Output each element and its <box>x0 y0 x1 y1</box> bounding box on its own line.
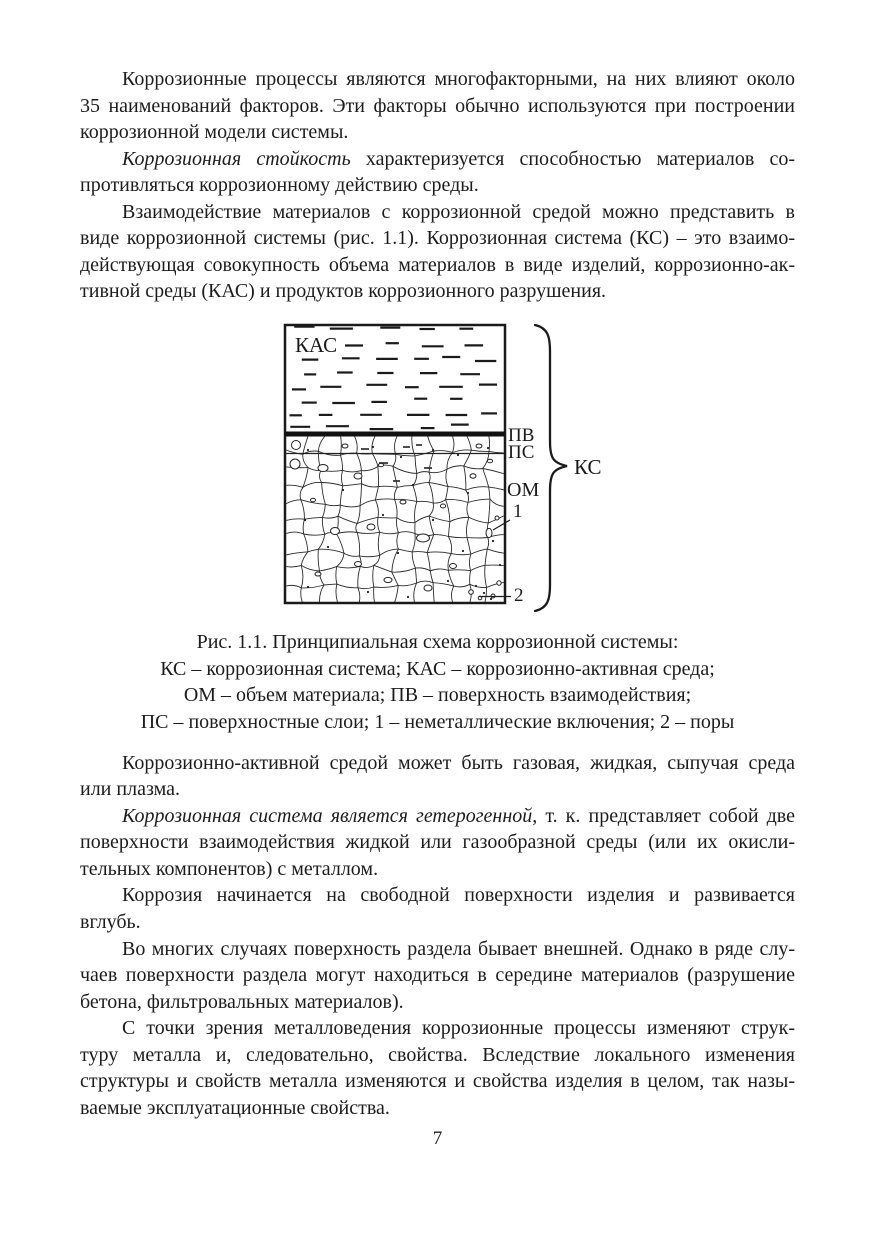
paragraph <box>80 146 795 199</box>
label-ps: ПС <box>508 441 535 463</box>
figure-corrosion-system <box>80 315 795 620</box>
text-line: виде коррозионной системы (рис. 1.1). Коррозионная система (КС) – это взаимо- <box>80 227 795 250</box>
text-line: С точки зрения металловедения коррозионные процессы изменяют струк- <box>122 1017 795 1040</box>
text-line: туру металла и, следовательно, свойства. Вследствие локального изменения <box>80 1043 795 1066</box>
label-pv: ПВ <box>508 424 535 446</box>
text-line: 35 наименований факторов. Эти факторы обычно используются при построении <box>80 94 795 117</box>
text-line: Коррозионная стойкость характеризуется способностью материалов со- <box>122 147 795 170</box>
caption-line: ПС – поверхностные слои; 1 – неметаллические включения; 2 – поры <box>140 711 735 734</box>
label-inclusion-1: 1 <box>513 500 523 522</box>
paragraph <box>80 882 795 935</box>
inclusion-pointer-line <box>493 520 510 530</box>
system-brace <box>535 325 567 611</box>
text-line: чаев поверхности раздела могут находиться в середине материалов (разрушение <box>80 964 795 987</box>
text-line: действующая совокупность объема материалов в виде изделий, коррозионно-ак- <box>80 253 795 276</box>
caption-line: Рис. 1.1. Принципиальная схема коррозионной системы: <box>196 630 679 653</box>
label-kas: КАС <box>295 332 338 357</box>
paragraph <box>80 750 795 803</box>
text-line: Во многих случаях поверхность раздела бывает внешней. Однако в ряде слу- <box>122 937 795 960</box>
page-number: 7 <box>432 1128 443 1149</box>
page-content <box>80 66 795 1121</box>
text-line: бетона, фильтровальных материалов). <box>80 990 404 1013</box>
text-line: ваемые эксплуатационные свойства. <box>80 1096 390 1119</box>
grain-structure-pattern <box>286 436 504 602</box>
text-line: противляться коррозионному действию среды. <box>80 174 479 197</box>
text-line: вглубь. <box>80 911 141 934</box>
label-ks: КС <box>574 454 602 479</box>
paragraph <box>80 66 795 146</box>
text-line: структуры и свойств металла изменяются и свойства изделия в целом, так назы- <box>80 1070 795 1093</box>
text-line: Взаимодействие материалов с коррозионной средой можно представить в <box>122 200 795 223</box>
body-text-block-bottom <box>80 750 795 1122</box>
caption-line: ОМ – объем материала; ПВ – поверхность взаимодействия; <box>183 684 692 707</box>
caption-line: КС – коррозионная система; КАС – коррозионно-активная среда; <box>160 657 715 680</box>
text-line: поверхности взаимодействия жидкой или газообразной среды (или их окисли- <box>80 831 795 854</box>
paragraph <box>80 936 795 1016</box>
text-line: или плазма. <box>80 778 180 801</box>
text-line: тивной среды (КАС) и продуктов коррозионного разрушения. <box>80 280 607 303</box>
figure-caption <box>80 629 795 736</box>
label-pore-2: 2 <box>514 584 524 606</box>
text-line: коррозионной модели системы. <box>80 121 349 144</box>
text-line: Коррозионно-активной средой может быть газовая, жидкая, сыпучая среда <box>122 751 795 774</box>
text-line: тельных компонентов) с металлом. <box>80 857 379 880</box>
corrosion-system-diagram <box>283 315 603 620</box>
body-text-block-top <box>80 66 795 305</box>
text-line: Коррозионные процессы являются многофакторными, на них влияют около <box>122 68 795 90</box>
paragraph <box>80 1015 795 1121</box>
paragraph <box>80 803 795 883</box>
paragraph <box>80 199 795 305</box>
label-om: ОМ <box>507 478 540 501</box>
text-line: Коррозия начинается на свободной поверхности изделия и развивается <box>122 884 795 907</box>
text-line: Коррозионная система является гетерогенной, т. к. представляет собой две <box>122 804 795 827</box>
